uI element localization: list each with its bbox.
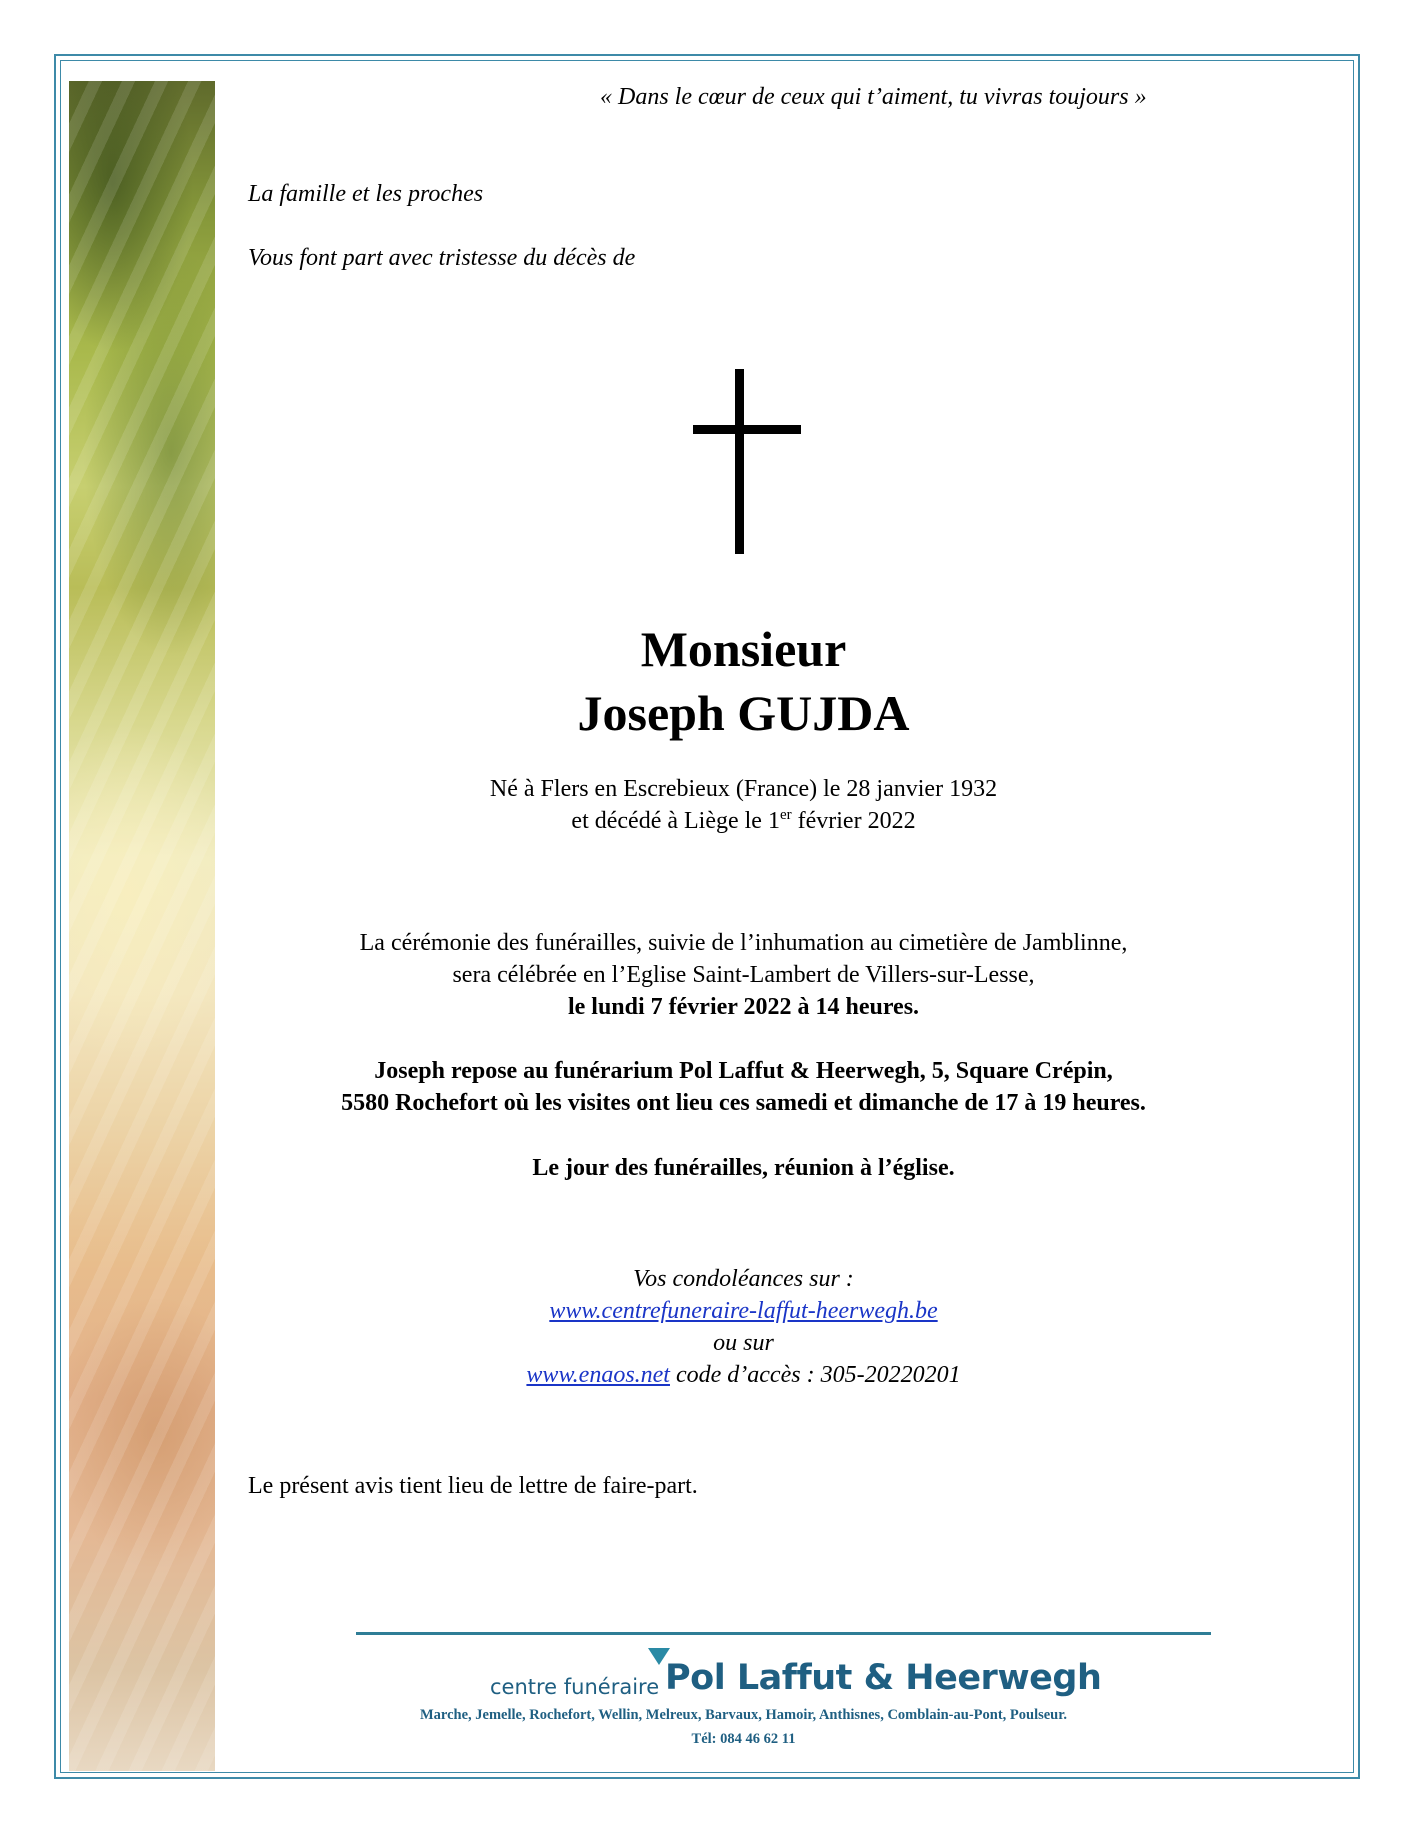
footer-locations: Marche, Jemelle, Rochefort, Wellin, Melreux, Barvaux, Hamoir, Anthisnes, Comblain-au-Pont, Poulseur. (420, 1707, 1067, 1723)
condolences-label: Vos condoléances sur : (633, 1266, 854, 1292)
cross-horizontal-bar (693, 425, 801, 434)
condolences-link-1[interactable]: www.centrefuneraire-laffut-heerwegh.be (549, 1298, 938, 1324)
death-info (246, 807, 1241, 835)
condolences-link-2[interactable]: www.enaos.net (526, 1362, 670, 1388)
condolences-or: ou sur (713, 1330, 774, 1356)
forest-path-photo (69, 81, 215, 1771)
rest-line-2: 5580 Rochefort où les visites ont lieu ces samedi et dimanche de 17 à 19 heures. (341, 1090, 1146, 1116)
condolences-link-2-line (246, 1362, 1241, 1389)
memorial-quote: « Dans le cœur de ceux qui t’aiment, tu vivras toujours » (600, 84, 1147, 110)
condolences-link-line (246, 1298, 1241, 1325)
family-line: La famille et les proches (248, 181, 484, 207)
cross-vertical-bar (735, 369, 744, 554)
logo-small-text: centre funéraire (490, 1675, 660, 1699)
ceremony-date: le lundi 7 février 2022 à 14 heures. (567, 994, 920, 1020)
announcement-line: Vous font part avec tristesse du décès de (248, 245, 636, 271)
birth-info: Né à Flers en Escrebieux (France) le 28 janvier 1932 (489, 776, 998, 802)
footer-divider (356, 1632, 1211, 1635)
logo-brand-name: Pol Laffut & Heerwegh (665, 1658, 1102, 1698)
meeting-info: Le jour des funérailles, réunion à l’église. (532, 1155, 955, 1181)
deceased-name: Joseph GUJDA (577, 685, 910, 741)
page-border-inner (60, 60, 1354, 1773)
deceased-title: Monsieur (640, 621, 847, 677)
notice-line: Le présent avis tient lieu de lettre de faire-part. (248, 1473, 698, 1499)
death-info-prefix: et décédé à Liège le 1 (571, 808, 780, 834)
footer-phone: Tél: 084 46 62 11 (691, 1731, 796, 1747)
death-info-suffix: février 2022 (791, 808, 916, 834)
death-info-sup: er (779, 807, 792, 823)
ceremony-line-1: La cérémonie des funérailles, suivie de l’inhumation au cimetière de Jamblinne, (359, 930, 1128, 956)
ceremony-line-2: sera célébrée en l’Eglise Saint-Lambert de Villers-sur-Lesse, (452, 962, 1035, 988)
rest-line-1: Joseph repose au funérarium Pol Laffut & Heerwegh, 5, Square Crépin, (374, 1058, 1113, 1084)
access-code: code d’accès : 305-20220201 (669, 1362, 961, 1388)
